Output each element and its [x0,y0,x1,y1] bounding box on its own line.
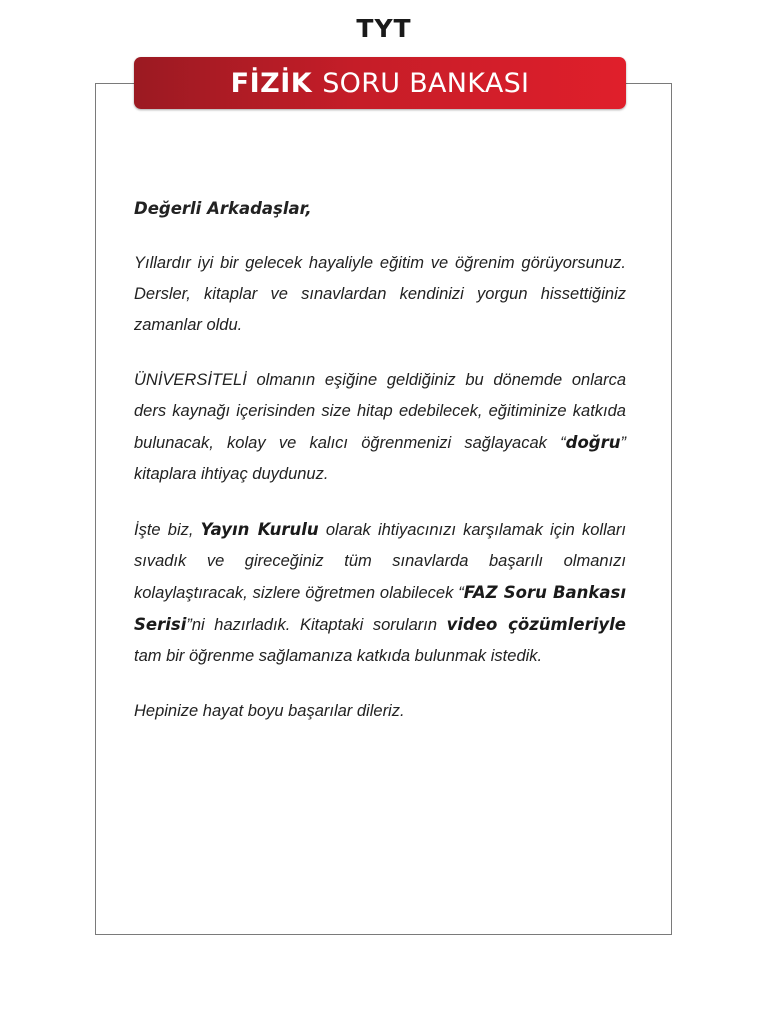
emphasis-yayin-kurulu: Yayın Kurulu [200,520,319,539]
paragraph-3-text-a: İşte biz, [134,521,201,539]
paragraph-3-text-g: tam bir öğrenme sağlamanıza katkıda bulunmak istedik. [134,647,543,665]
closing-line: Hepinize hayat boyu başarılar dileriz. [134,702,405,720]
title-banner [134,57,626,109]
banner-title: SORU BANKASI [322,67,530,99]
paragraph-3 [134,514,626,672]
paragraph-2 [134,365,626,490]
exam-type-label: TYT [356,14,412,43]
emphasis-series-name: FAZ Soru Bankası Serisi [134,583,627,634]
paragraph-2-text-a: ÜNİVERSİTELİ olmanın eşiğine geldiğiniz bu dönemde onlarca ders kaynağı içerisinden size hitap edebilecek, eğitiminize katkıda bulunacak, kolay ve kalıcı öğrenmenizi sağlayacak “ [134,371,626,452]
paragraph-3-text-c: olarak ihtiyacınızı karşılamak için kolları sıvadık ve gireceğiniz tüm sınavlarda başarılı olmanızı kolaylaştıracak, sizlere öğretmen olabilecek “ [134,521,626,602]
letter-body [134,193,626,751]
emphasis-video-solutions: video çözümleriyle [446,615,626,634]
paragraph-1: Yıllardır iyi bir gelecek hayaliyle eğitim ve öğrenim görüyorsunuz. Dersler, kitaplar ve sınavlardan kendinizi yorgun hissettiğiniz zamanlar oldu. [134,254,626,334]
emphasis-dogru: doğru [565,433,621,452]
banner-subject: FİZİK [230,67,313,99]
paragraph-2-text-c: ” kitaplara ihtiyaç duydunuz. [134,434,626,483]
letter-greeting: Değerli Arkadaşlar, [134,199,312,218]
paragraph-3-text-e: ”ni hazırladık. Kitaptaki soruların [186,616,447,634]
